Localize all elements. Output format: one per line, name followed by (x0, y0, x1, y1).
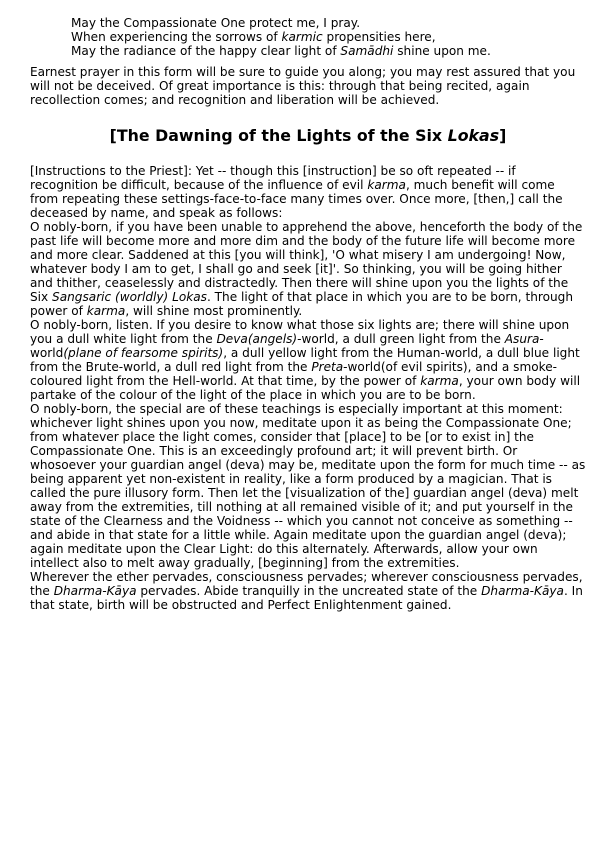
document-page (30, 16, 586, 612)
verse-line-1: May the Compassionate One protect me, I pray. (71, 16, 361, 30)
prayer-paragraph: Earnest prayer in this form will be sure to guide you along; you may rest assured that you will not be deceived. Of great importance is this: through that being recited, again recollection comes; and recognition and liberation will be achieved. (30, 65, 576, 107)
paragraph-dharma-kaya: Wherever the ether pervades, consciousness pervades; wherever consciousness pervades, the Dharma-Kāya pervades. Abide tranquilly in the uncreated state of the Dharma-Kāya. In that state, birth will be obstructed and Perfect Enlightenment gained. (30, 570, 583, 612)
paragraph-instructions: [Instructions to the Priest]: Yet -- though this [instruction] be so oft repeated -- if recognition be difficult, because of the influence of evil karma, much benefit will come from repeating these settings-face-to-face many times over. Once more, [then,] call the deceased by name, and speak as follows: (30, 164, 563, 220)
section-heading: [The Dawning of the Lights of the Six Lokas] (109, 126, 507, 145)
verse-line-3: May the radiance of the happy clear light of Samādhi shine upon me. (71, 44, 491, 58)
section-body (30, 164, 586, 612)
paragraph-six-lights: O nobly-born, listen. If you desire to know what those six lights are; there will shine upon you a dull white light from the Deva(angels)-world, a dull green light from the Asura-world(plane of fearsome spirits), a dull yellow light from the Human-world, a dull blue light from the Brute-world, a dull red light from the Preta-world(of evil spirits), and a smoke-coloured light from the Hell-world. At that time, by the power of karma, your own body will partake of the colour of the light of the place in which you are to be born. (30, 318, 581, 402)
paragraph-special-teachings: O nobly-born, the special are of these teachings is especially important at this moment: whichever light shines upon you now, meditate upon it as being the Compassionate One; from whatever place the light comes, consider that [place] to be [or to exist in] the Compassionate One. This is an exceedingly profound art; it will prevent birth. Or whosoever your guardian angel (deva) may be, meditate upon the form for much time -- as being apparent yet non-existent in reality, like a form produced by a magician. That is called the pure illusory form. Then let the [visualization of the] guardian angel (deva) melt away from the extremities, till nothing at all remained visible of it; and put yourself in the state of the Clearness and the Voidness -- which you cannot not conceive as something -- and abide in that state for a little while. Again meditate upon the guardian angel (deva); again meditate upon the Clear Light: do this alternately. Afterwards, allow your own intellect also to melt away gradually, [beginning] from the extremities. (30, 402, 586, 570)
paragraph-nobly-born-1: O nobly-born, if you have been unable to apprehend the above, henceforth the body of the past life will become more and more dim and the body of the future life will become more and more clear. Saddened at this [you will think], 'O what misery I am undergoing! Now, whatever body I am to get, I shall go and seek [it]'. So thinking, you will be going hither and thither, ceaselessly and distractedly. Then there will shine upon you the lights of the Six Sangsaric (worldly) Lokas. The light of that place in which you are to be born, through power of karma, will shine most prominently. (30, 220, 583, 318)
verse-line-2: When experiencing the sorrows of karmic propensities here, (71, 30, 436, 44)
prayer-verse (71, 16, 586, 58)
